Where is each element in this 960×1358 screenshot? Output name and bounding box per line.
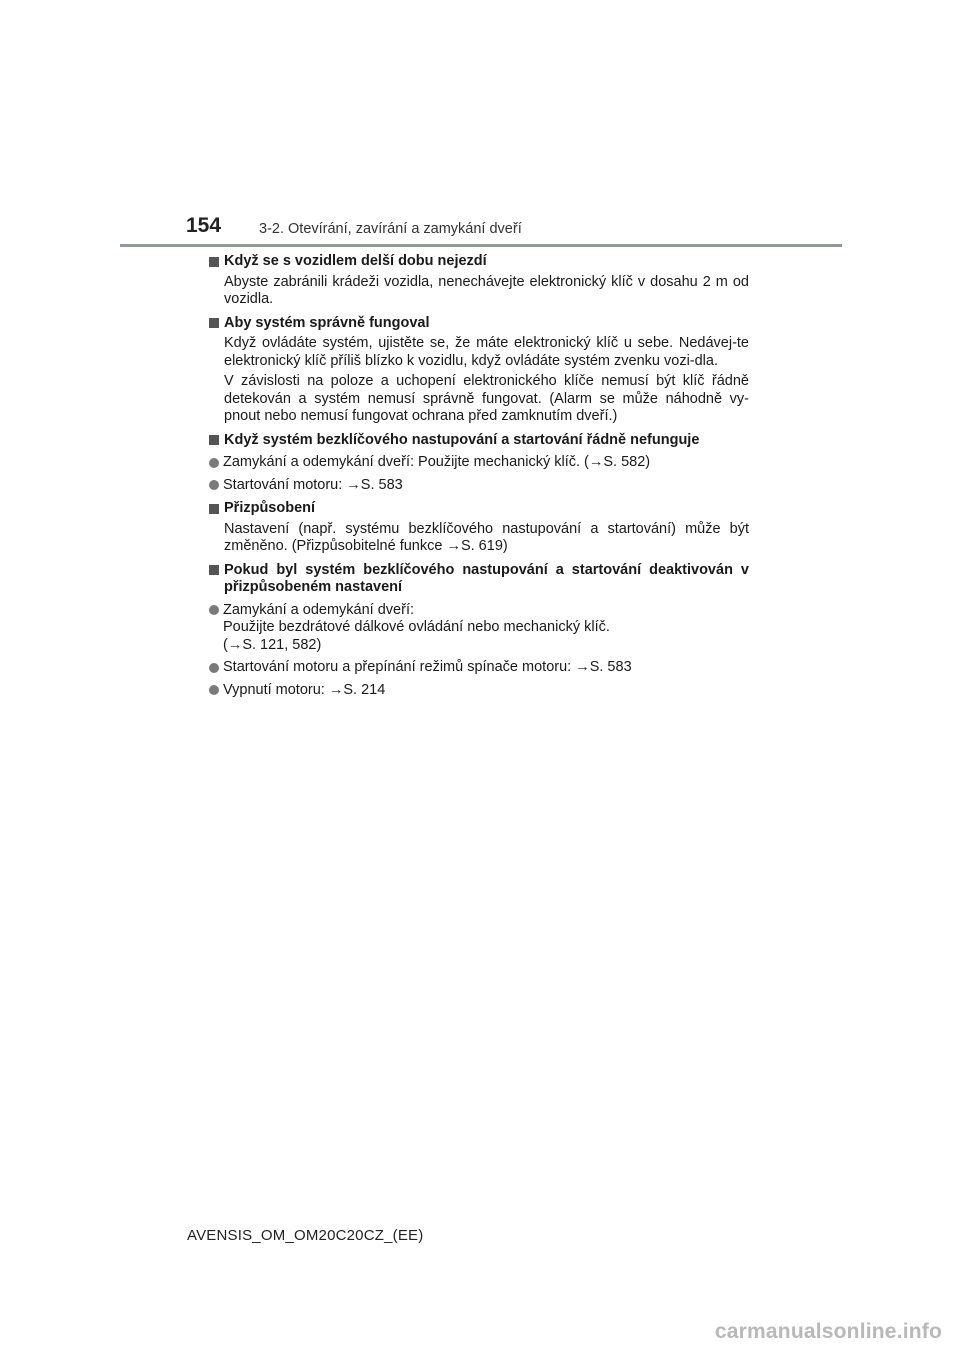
paragraph: Nastavení (např. systému bezklíčového nastupování a startování) může být změněno. (Přizpůsobitelné funkce →S. 619) bbox=[224, 520, 749, 554]
section-malfunction bbox=[209, 432, 749, 495]
list-item: Zamykání a odemykání dveří: Použijte mechanický klíč. (→S. 582) bbox=[209, 454, 749, 472]
round-bullet-icon bbox=[209, 480, 219, 490]
manual-code: AVENSIS_OM_OM20C20CZ_(EE) bbox=[187, 1227, 424, 1244]
square-bullet-icon bbox=[209, 318, 219, 328]
paragraph: V závislosti na poloze a uchopení elektronického klíče nemusí být klíč řádně detekován a systém nemusí správně fungovat. (Alarm se může náhodně vy-pnout nebo nemusí fungovat ochrana před zamknutím dveří.) bbox=[224, 373, 749, 424]
page-number: 154 bbox=[186, 214, 222, 237]
round-bullet-icon bbox=[209, 685, 219, 695]
list-item: Startování motoru: →S. 583 bbox=[209, 477, 749, 495]
section-heading: Když se s vozidlem delší dobu nejezdí bbox=[209, 253, 749, 271]
list-item: Zamykání a odemykání dveří: Použijte bezdrátové dálkové ovládání nebo mechanický klíč. (→S. 121, 582) bbox=[209, 602, 749, 655]
square-bullet-icon bbox=[209, 565, 219, 575]
page-content bbox=[209, 253, 749, 705]
round-bullet-icon bbox=[209, 458, 219, 468]
header-rule bbox=[120, 244, 842, 247]
section-heading: Přizpůsobení bbox=[209, 500, 749, 518]
section-customization bbox=[209, 500, 749, 556]
watermark: carmanualsonline.info bbox=[714, 1320, 942, 1343]
square-bullet-icon bbox=[209, 435, 219, 445]
section-heading: Pokud byl systém bezklíčového nastupování a startování deaktivován v přizpůsobeném nastavení bbox=[209, 562, 749, 597]
list-item: Vypnutí motoru: →S. 214 bbox=[209, 682, 749, 700]
square-bullet-icon bbox=[209, 257, 219, 267]
round-bullet-icon bbox=[209, 663, 219, 673]
section-heading: Když systém bezklíčového nastupování a startování řádně nefunguje bbox=[209, 432, 749, 450]
list-item: Startování motoru a přepínání režimů spínače motoru: →S. 583 bbox=[209, 659, 749, 677]
paragraph: Abyste zabránili krádeži vozidla, nenechávejte elektronický klíč v dosahu 2 m od vozidla. bbox=[224, 273, 749, 307]
section-title: 3-2. Otevírání, zavírání a zamykání dveří bbox=[259, 221, 522, 237]
round-bullet-icon bbox=[209, 605, 219, 615]
section-heading: Aby systém správně fungoval bbox=[209, 315, 749, 333]
section-proper-function bbox=[209, 315, 749, 426]
square-bullet-icon bbox=[209, 504, 219, 514]
paragraph: Když ovládáte systém, ujistěte se, že máte elektronický klíč u sebe. Nedávej-te elektronický klíč příliš blízko k vozidlu, když ovládáte systém zvenku vozi-dla. bbox=[224, 335, 749, 369]
section-long-parking bbox=[209, 253, 749, 309]
section-deactivated bbox=[209, 562, 749, 700]
